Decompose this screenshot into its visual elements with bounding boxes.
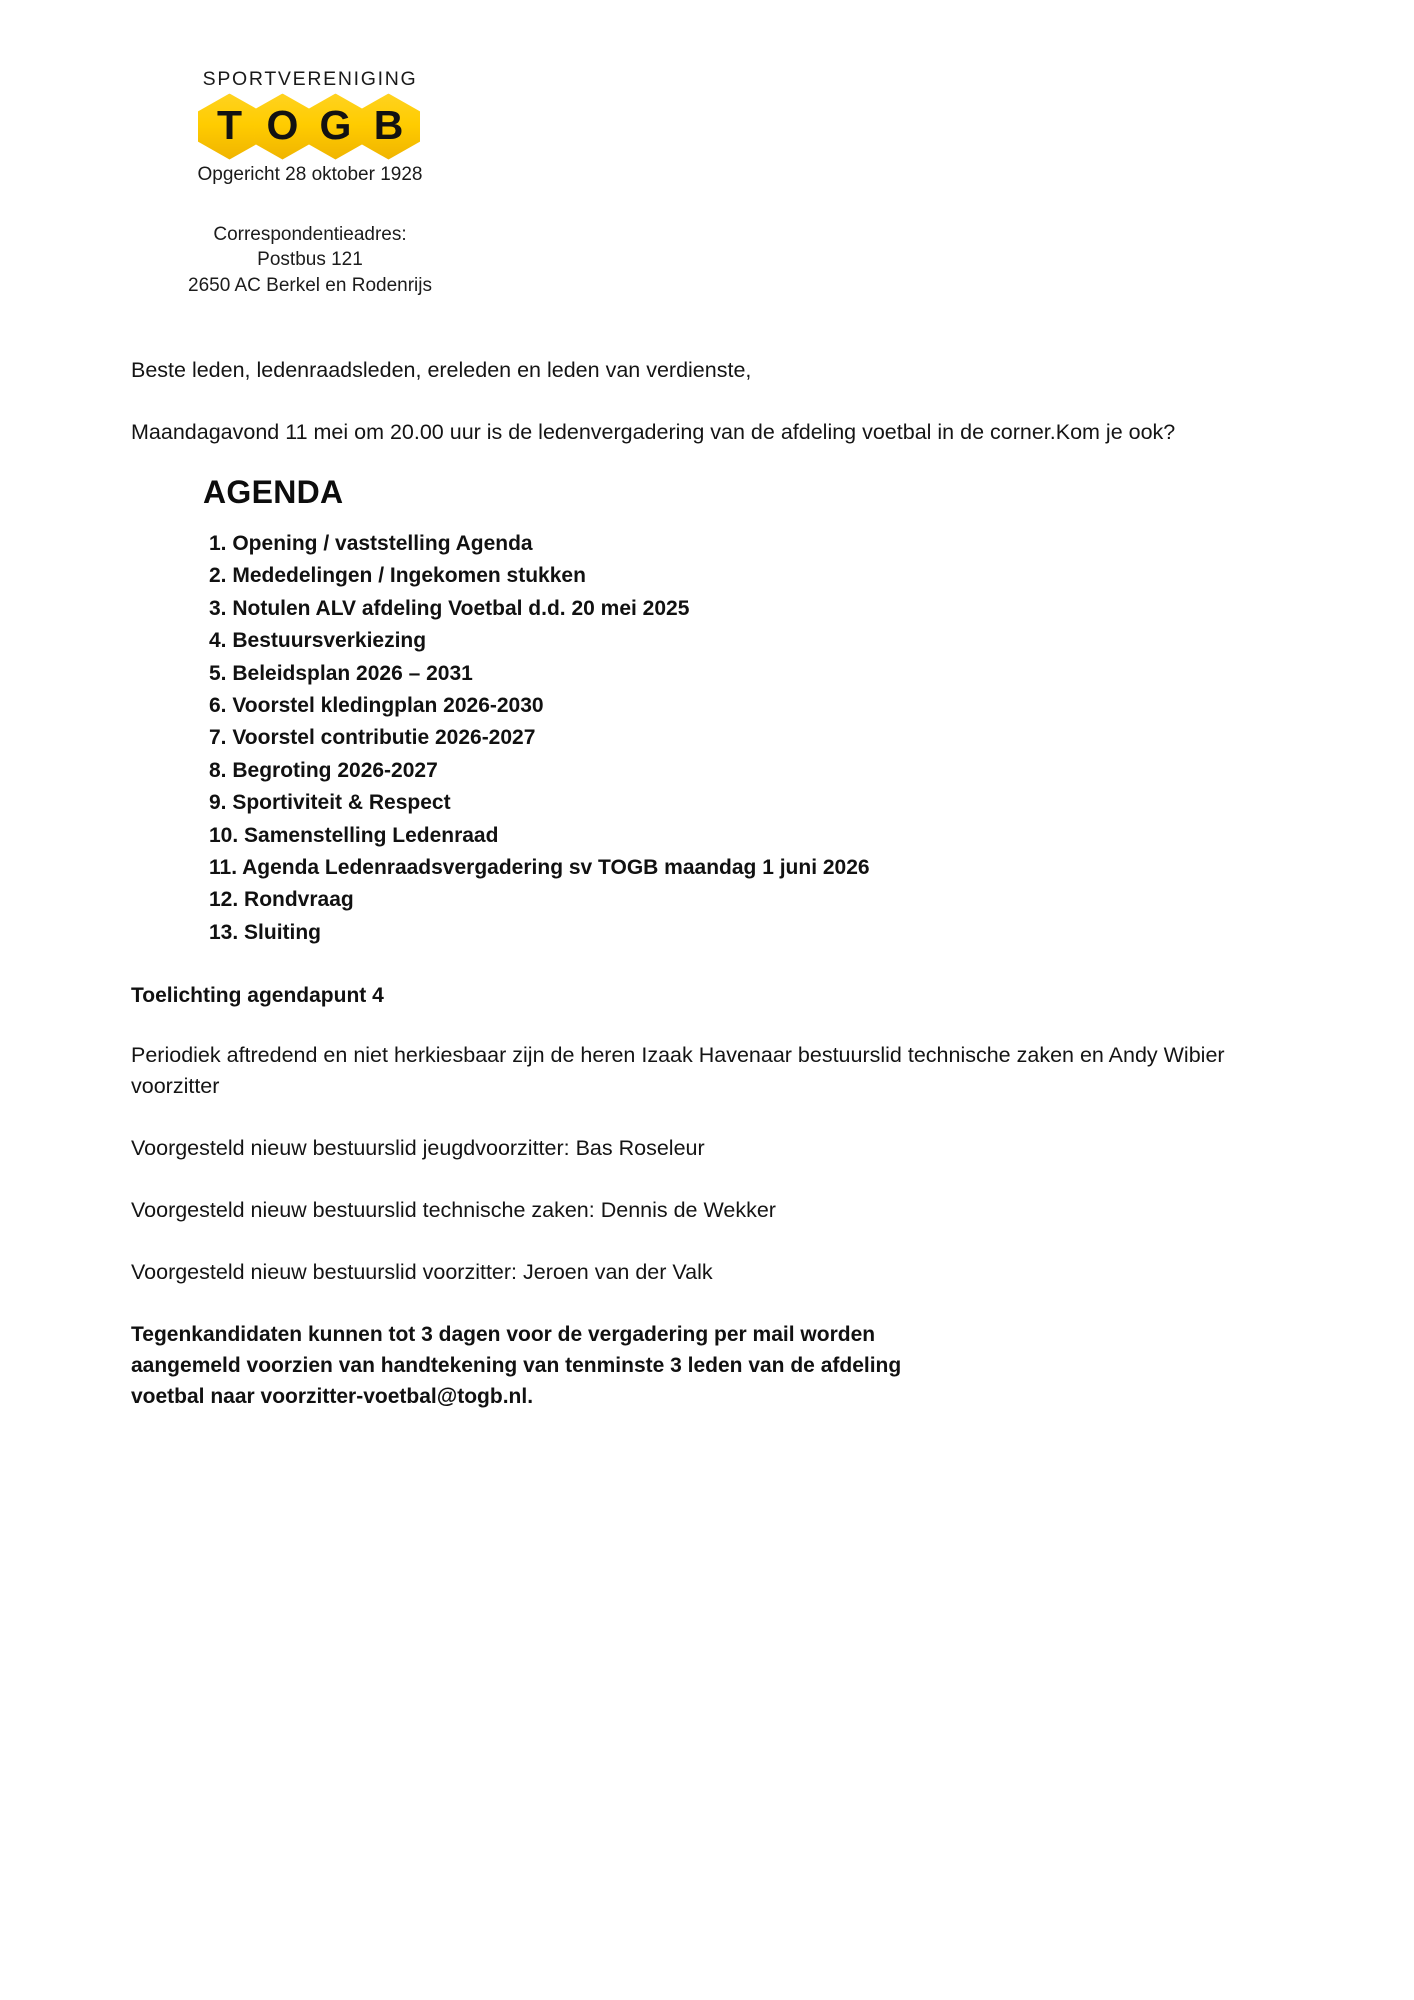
letterhead bbox=[145, 70, 475, 298]
logo-letter: B bbox=[373, 102, 404, 148]
agenda-item: 2. Mededelingen / Ingekomen stukken bbox=[209, 564, 586, 588]
agenda-item: 9. Sportiviteit & Respect bbox=[209, 791, 451, 815]
logo-hexagons bbox=[194, 94, 424, 160]
address-line-2: 2650 AC Berkel en Rodenrijs bbox=[188, 274, 432, 296]
hexagon-letter-b bbox=[357, 94, 420, 160]
agenda-item: 11. Agenda Ledenraadsvergadering sv TOGB maandag 1 juni 2026 bbox=[209, 855, 870, 879]
correspondence-address bbox=[145, 222, 475, 299]
closing-note: Tegenkandidaten kunnen tot 3 dagen voor de vergadering per mail worden aangemeld voorzien van handtekening van tenminste 3 leden van de afdeling voetbal naar voorzitter-voetbal@togb.nl. bbox=[131, 1322, 902, 1408]
agenda-item: 8. Begroting 2026-2027 bbox=[209, 758, 438, 782]
toelichting-paragraph: Voorgesteld nieuw bestuurslid technische zaken: Dennis de Wekker bbox=[131, 1197, 776, 1222]
agenda-heading: AGENDA bbox=[203, 473, 344, 510]
agenda-item: 12. Rondvraag bbox=[209, 888, 354, 912]
letter-body bbox=[131, 355, 1226, 1412]
agenda-item: 10. Samenstelling Ledenraad bbox=[209, 823, 499, 847]
toelichting-heading: Toelichting agendapunt 4 bbox=[131, 984, 384, 1008]
agenda-item: 13. Sluiting bbox=[209, 920, 322, 944]
logo-letter: T bbox=[216, 102, 243, 148]
logo-letter: O bbox=[266, 102, 299, 148]
agenda-item: 5. Beleidsplan 2026 – 2031 bbox=[209, 661, 473, 685]
togb-logo bbox=[196, 70, 424, 184]
address-label: Correspondentieadres: bbox=[213, 223, 407, 245]
agenda-item: 6. Voorstel kledingplan 2026-2030 bbox=[209, 693, 544, 717]
logo-sportvereniging-text: SPORTVERENIGING bbox=[202, 68, 418, 90]
salutation: Beste leden, ledenraadsleden, ereleden en leden van verdienste, bbox=[131, 358, 752, 382]
agenda-item: 4. Bestuursverkiezing bbox=[209, 629, 427, 653]
agenda-list bbox=[131, 529, 1226, 947]
address-line-1: Postbus 121 bbox=[257, 249, 363, 271]
agenda-item: 1. Opening / vaststelling Agenda bbox=[209, 532, 533, 556]
logo-founded-text: Opgericht 28 oktober 1928 bbox=[197, 163, 423, 185]
agenda-item: 3. Notulen ALV afdeling Voetbal d.d. 20 mei 2025 bbox=[209, 596, 690, 620]
toelichting-paragraph: Periodiek aftredend en niet herkiesbaar zijn de heren Izaak Havenaar bestuurslid technische zaken en Andy Wibier voorzitter bbox=[131, 1042, 1225, 1099]
logo-letter: G bbox=[319, 102, 352, 148]
toelichting-paragraph: Voorgesteld nieuw bestuurslid jeugdvoorzitter: Bas Roseleur bbox=[131, 1136, 705, 1161]
toelichting-paragraph: Voorgesteld nieuw bestuurslid voorzitter: Jeroen van der Valk bbox=[131, 1259, 713, 1284]
agenda-item: 7. Voorstel contributie 2026-2027 bbox=[209, 726, 536, 750]
intro-paragraph: Maandagavond 11 mei om 20.00 uur is de ledenvergadering van de afdeling voetbal in de corner.Kom je ook? bbox=[131, 419, 1176, 444]
